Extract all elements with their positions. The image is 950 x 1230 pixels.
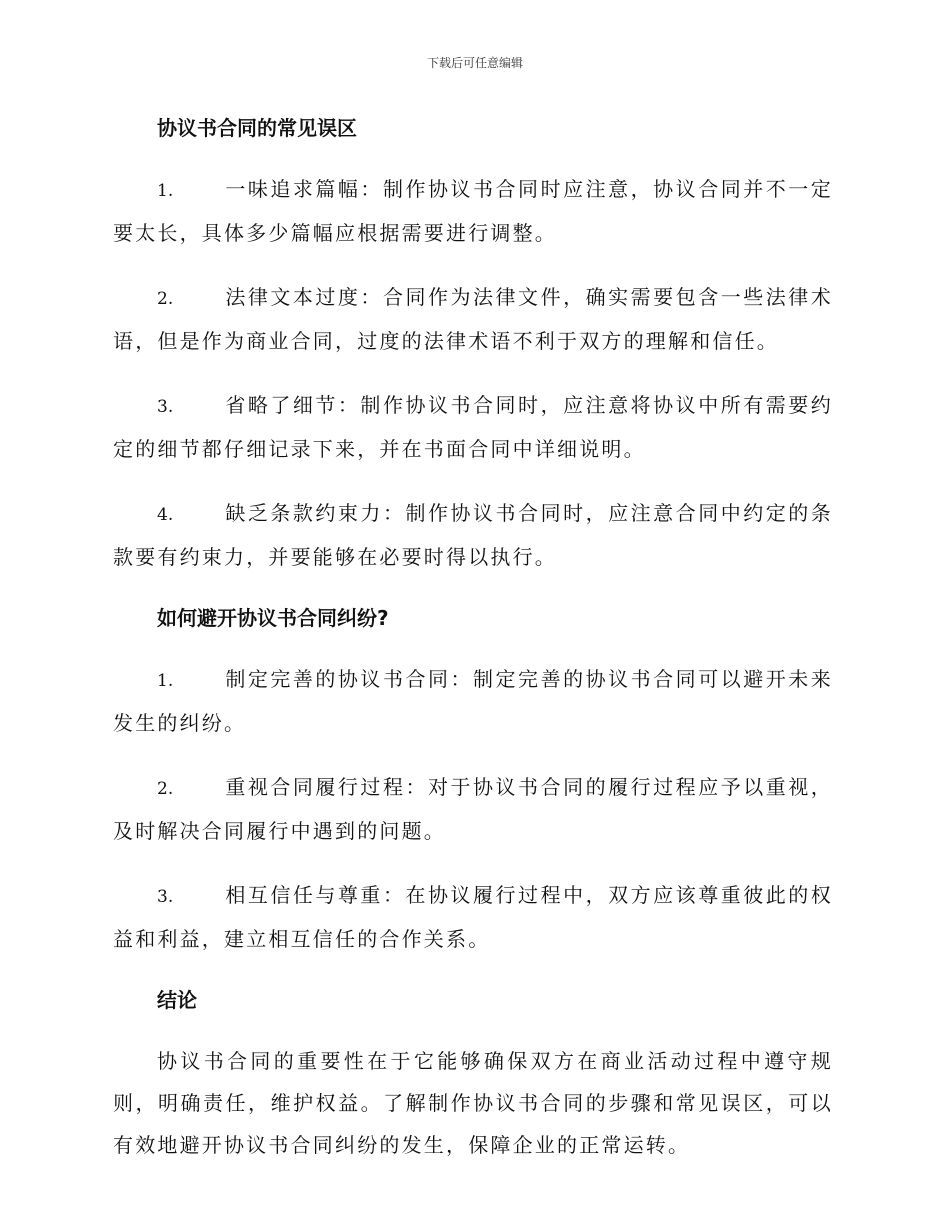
list-item-text: 缺乏条款约束力：制作协议书合同时，应注意合同中约定的条款要有约束力，并要能够在必要时得以执行。 (113, 501, 833, 569)
list-item (113, 492, 833, 578)
list-item (113, 658, 833, 744)
section-heading-avoid-disputes: 如何避开协议书合同纠纷? (157, 606, 389, 630)
list-item-text: 重视合同履行过程：对于协议书合同的履行过程应予以重视，及时解决合同履行中遇到的问题。 (113, 775, 833, 843)
section-heading-common-mistakes: 协议书合同的常见误区 (157, 116, 357, 140)
list-item-number: 1. (157, 671, 174, 691)
header-note: 下载后可任意编辑 (426, 56, 523, 70)
list-item-text: 相互信任与尊重：在协议履行过程中，双方应该尊重彼此的权益和利益，建立相互信任的合作关系。 (113, 883, 833, 951)
list-item (113, 766, 833, 852)
conclusion-paragraph: 协议书合同的重要性在于它能够确保双方在商业活动过程中遵守规则，明确责任，维护权益。了解制作协议书合同的步骤和常见误区，可以有效地避开协议书合同纠纷的发生，保障企业的正常运转。 (113, 1049, 833, 1157)
list-item-text: 制定完善的协议书合同：制定完善的协议书合同可以避开未来发生的纠纷。 (113, 667, 833, 735)
section-heading-conclusion: 结论 (157, 988, 197, 1012)
list-item-number: 1. (157, 181, 174, 201)
list-item (113, 276, 833, 362)
list-item-text: 法律文本过度：合同作为法律文件，确实需要包含一些法律术语，但是作为商业合同，过度的法律术语不利于双方的理解和信任。 (113, 285, 833, 353)
list-item-number: 2. (157, 779, 174, 799)
list-item-text: 省略了细节：制作协议书合同时，应注意将协议中所有需要约定的细节都仔细记录下来，并在书面合同中详细说明。 (113, 393, 833, 461)
list-item-number: 3. (157, 397, 174, 417)
list-item (113, 874, 833, 960)
list-item (113, 384, 833, 470)
document-body (113, 110, 833, 1166)
list-item-number: 2. (157, 289, 174, 309)
list-item-number: 4. (157, 505, 174, 525)
list-item (113, 168, 833, 254)
list-item-text: 一味追求篇幅：制作协议书合同时应注意，协议合同并不一定要太长，具体多少篇幅应根据需要进行调整。 (113, 177, 833, 245)
list-item-number: 3. (157, 887, 174, 907)
